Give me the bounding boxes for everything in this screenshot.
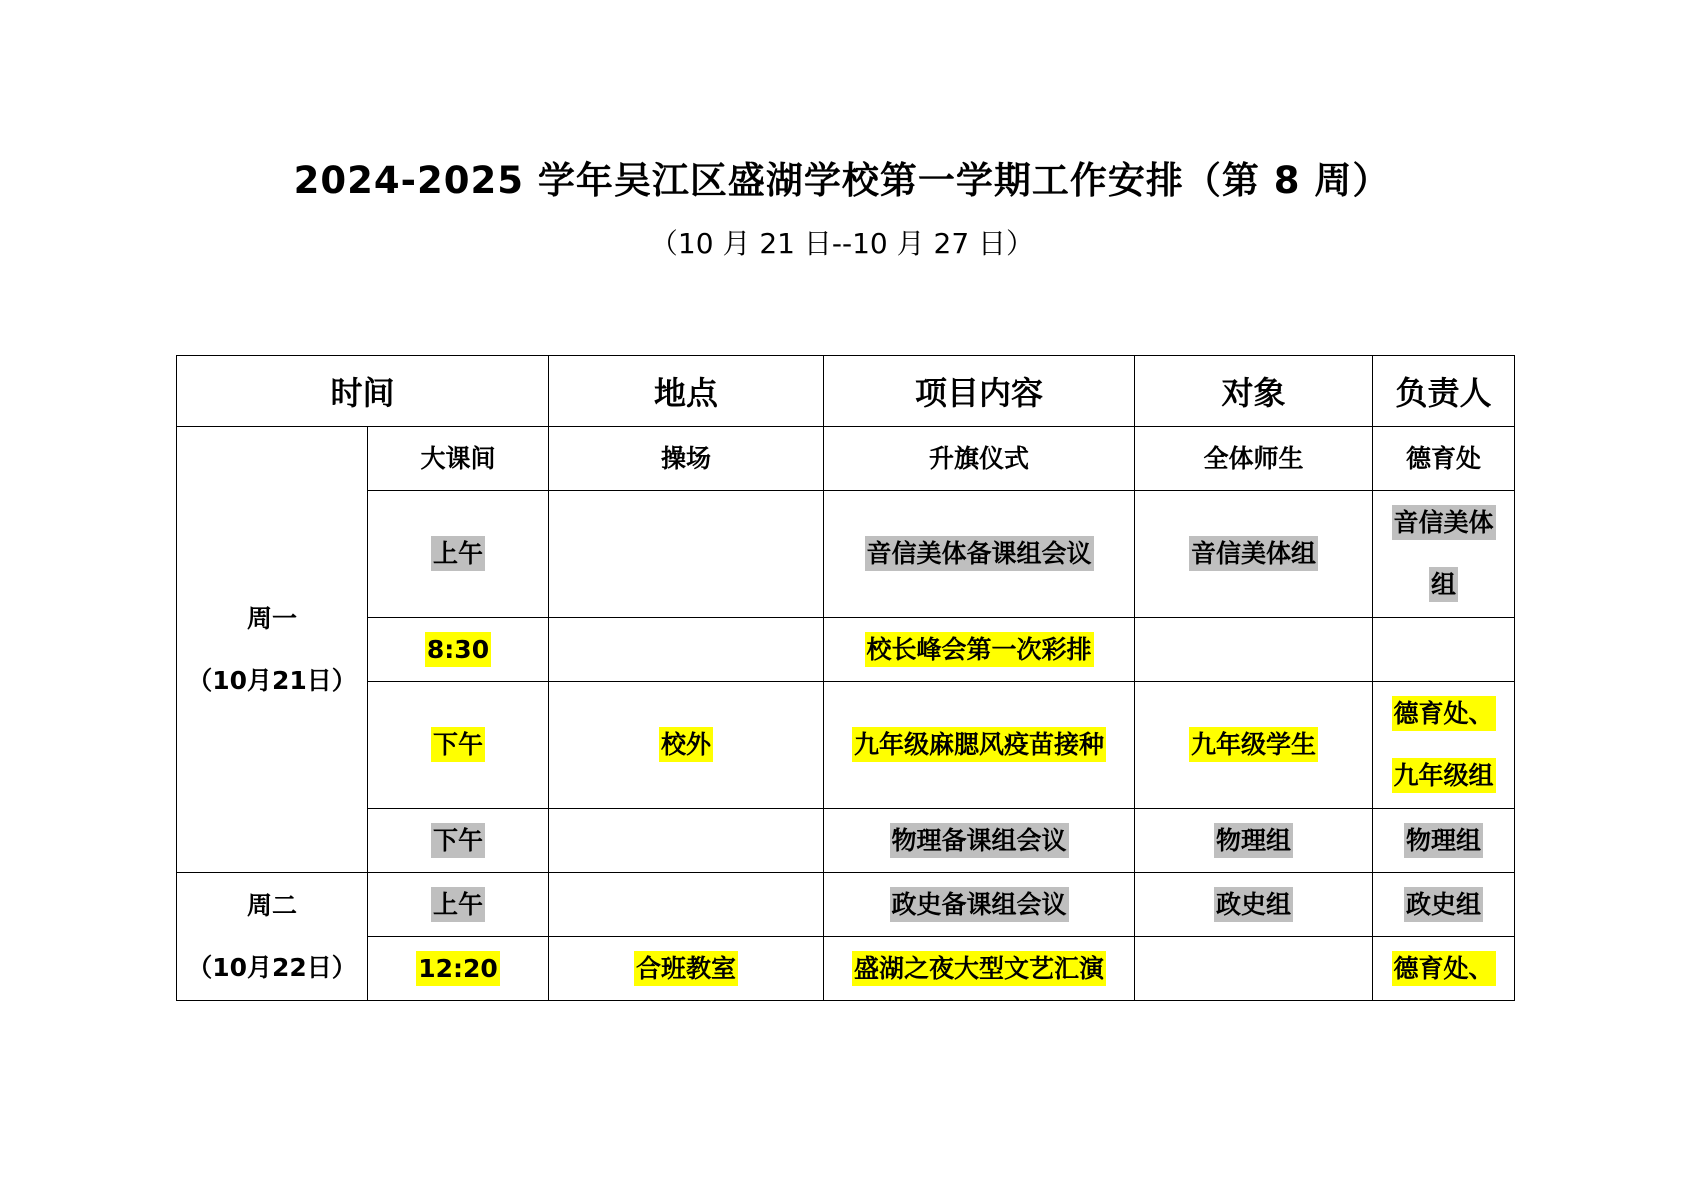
place-cell	[549, 873, 824, 937]
content-cell	[824, 618, 1135, 682]
day-date: （10月21日）	[187, 665, 357, 695]
document-title: 2024-2025 学年吴江区盛湖学校第一学期工作安排（第 8 周）	[293, 159, 1391, 202]
place-cell	[549, 491, 824, 618]
owner-text: 政史组	[1404, 887, 1483, 922]
time-cell	[368, 937, 549, 1001]
time-text: 大课间	[420, 443, 496, 473]
time-cell	[368, 809, 549, 873]
target-cell	[1135, 682, 1373, 809]
target-cell	[1135, 427, 1373, 491]
time-cell	[368, 873, 549, 937]
time-cell	[368, 491, 549, 618]
time-cell	[368, 618, 549, 682]
table-row	[177, 682, 1515, 809]
content-text: 九年级麻腮风疫苗接种	[852, 727, 1106, 762]
content-text: 政史备课组会议	[890, 887, 1069, 922]
place-cell	[549, 682, 824, 809]
content-text: 升旗仪式	[929, 443, 1030, 473]
content-cell	[824, 427, 1135, 491]
header-target: 对象	[1135, 356, 1373, 427]
content-text: 音信美体备课组会议	[865, 536, 1094, 571]
header-owner: 负责人	[1373, 356, 1515, 427]
place-cell	[549, 618, 824, 682]
time-text: 8:30	[425, 632, 491, 667]
content-text: 物理备课组会议	[890, 823, 1069, 858]
owner-text: 德育处	[1406, 443, 1482, 473]
time-text: 12:20	[416, 951, 500, 986]
target-cell	[1135, 809, 1373, 873]
owner-text: 德育处、	[1392, 951, 1496, 986]
content-cell	[824, 491, 1135, 618]
content-cell	[824, 873, 1135, 937]
date-range-subtitle: （10 月 21 日--10 月 27 日）	[649, 227, 1035, 260]
owner-cell	[1373, 427, 1515, 491]
time-cell	[368, 682, 549, 809]
time-text: 上午	[431, 536, 485, 571]
target-text: 音信美体组	[1189, 536, 1318, 571]
owner-cell	[1373, 873, 1515, 937]
owner-cell	[1373, 618, 1515, 682]
target-cell	[1135, 873, 1373, 937]
header-time: 时间	[177, 356, 549, 427]
day-name: 周一	[246, 603, 297, 633]
time-text: 上午	[431, 887, 485, 922]
day-cell-tuesday	[177, 873, 368, 1001]
place-text: 操场	[661, 443, 712, 473]
owner-text: 物理组	[1404, 823, 1483, 858]
owner-cell	[1373, 682, 1515, 809]
target-text: 全体师生	[1203, 443, 1304, 473]
header-place: 地点	[549, 356, 824, 427]
table-row	[177, 491, 1515, 618]
place-cell	[549, 937, 824, 1001]
table-row	[177, 873, 1515, 937]
place-text: 合班教室	[634, 951, 738, 986]
target-cell	[1135, 937, 1373, 1001]
content-text: 校长峰会第一次彩排	[865, 632, 1094, 667]
place-cell	[549, 427, 824, 491]
table-row	[177, 427, 1515, 491]
day-cell-monday	[177, 427, 368, 873]
header-row	[177, 356, 1515, 427]
time-cell	[368, 427, 549, 491]
owner-text: 音信美体	[1392, 505, 1496, 540]
target-text: 九年级学生	[1189, 727, 1318, 762]
time-text: 下午	[431, 823, 485, 858]
target-text: 政史组	[1214, 887, 1293, 922]
target-cell	[1135, 491, 1373, 618]
content-cell	[824, 682, 1135, 809]
target-text: 物理组	[1214, 823, 1293, 858]
day-name: 周二	[246, 890, 297, 920]
header-content: 项目内容	[824, 356, 1135, 427]
target-cell	[1135, 618, 1373, 682]
owner-cell	[1373, 491, 1515, 618]
owner-text: 九年级组	[1392, 758, 1496, 793]
table-row	[177, 937, 1515, 1001]
table-row	[177, 809, 1515, 873]
place-cell	[549, 809, 824, 873]
content-cell	[824, 937, 1135, 1001]
schedule-table	[176, 355, 1515, 1001]
content-text: 盛湖之夜大型文艺汇演	[852, 951, 1106, 986]
table-row	[177, 618, 1515, 682]
owner-text: 德育处、	[1392, 696, 1496, 731]
place-text: 校外	[659, 727, 713, 762]
owner-text: 组	[1429, 567, 1458, 602]
content-cell	[824, 809, 1135, 873]
time-text: 下午	[431, 727, 485, 762]
day-date: （10月22日）	[187, 952, 357, 982]
owner-cell	[1373, 809, 1515, 873]
owner-cell	[1373, 937, 1515, 1001]
